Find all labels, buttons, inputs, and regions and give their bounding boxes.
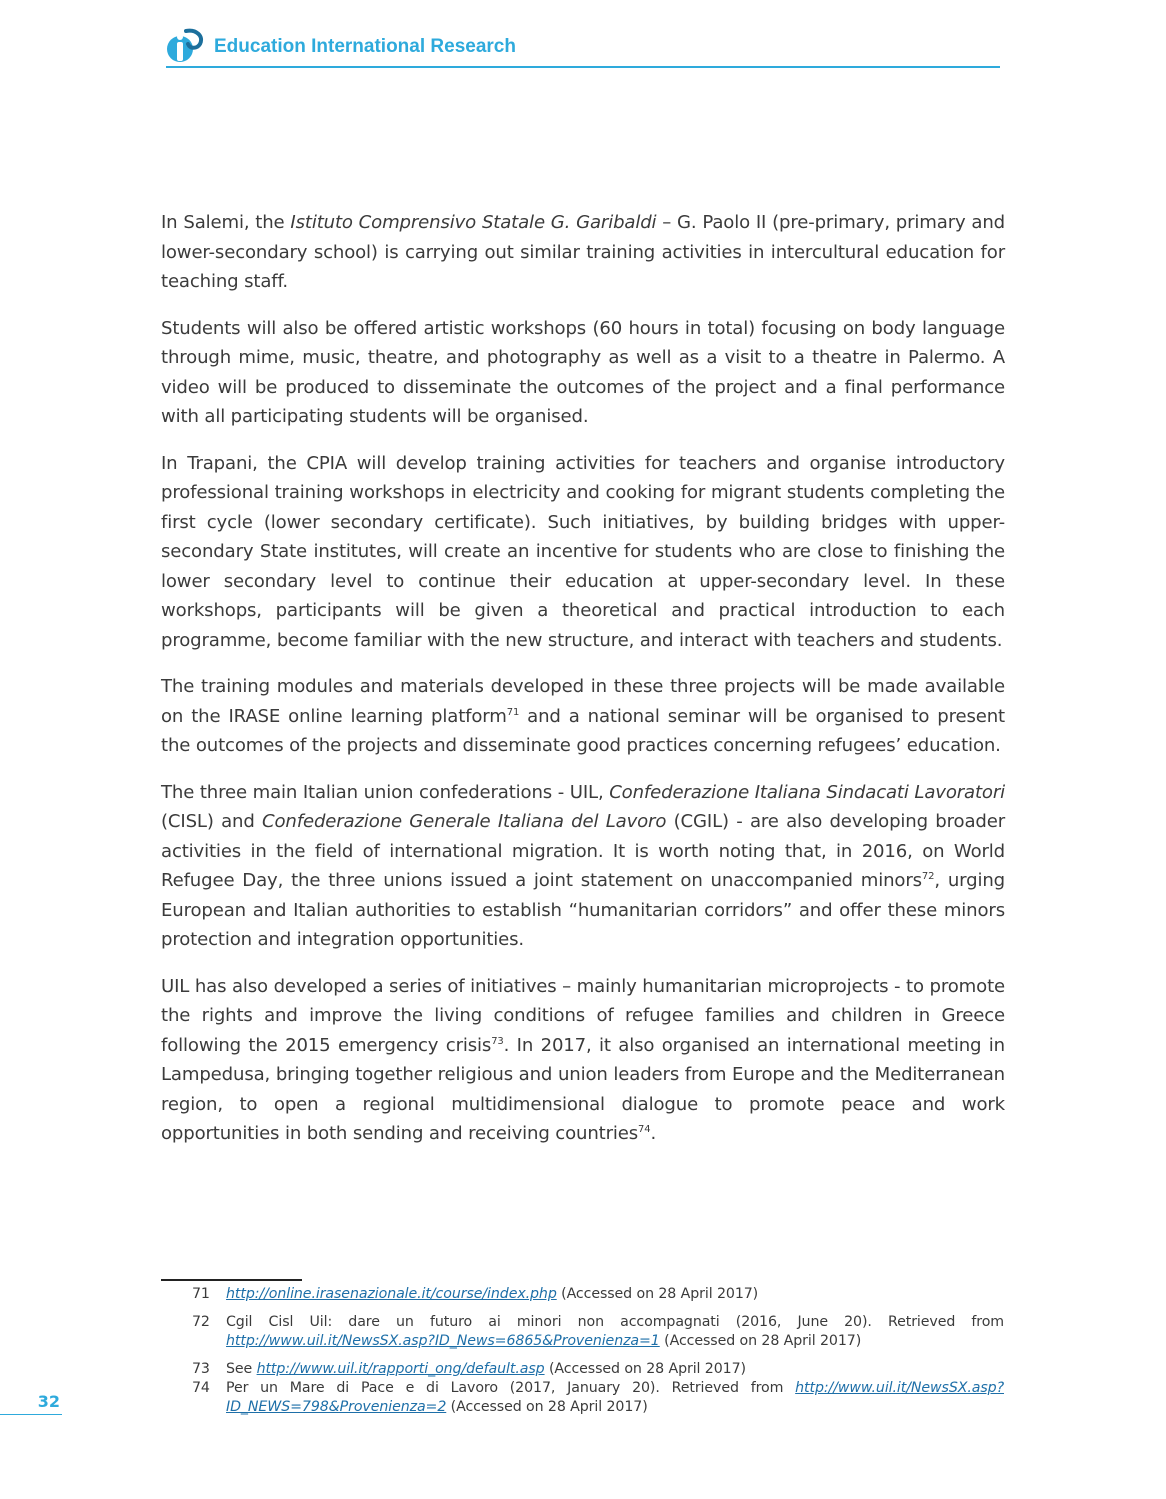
footnote-ref-72[interactable]: 72: [921, 871, 935, 882]
paragraph-salemi: In Salemi, the Istituto Comprensivo Statale G. Garibaldi – G. Paolo II (pre-primary, primary and lower-secondary school) is carrying out similar training activities in intercultural education for teaching staff.: [161, 212, 1005, 292]
main-text: [161, 208, 1005, 1166]
footnote-ref-73[interactable]: 73: [491, 1035, 504, 1047]
ei-logo-icon: [166, 28, 206, 64]
footnote-73-link[interactable]: http://www.uil.it/rapporti_ong/default.asp: [256, 1361, 545, 1377]
paragraph-irase: The training modules and materials developed in these three projects will be made available on the IRASE online learning platform$^{71}$ and a national seminar will be organised to present the outcomes of the projects and disseminate good practices concerning refugees’ education.: [161, 676, 1006, 756]
page-number: 32: [37, 1392, 60, 1411]
footnotes: [192, 1285, 1004, 1417]
footnote-ref-71[interactable]: 71: [506, 706, 520, 718]
footnote-73: 73 See http://www.uil.it/rapporti_ong/default.asp (Accessed on 28 April 2017): [192, 1361, 746, 1377]
page-number-rule: [0, 1414, 62, 1415]
footnote-72: 72 Cgil Cisl Uil: dare un futuro ai minori non accompagnati (2016, June 20). Retrieved from http://www.uil.it/NewsSX.asp?ID_News=6865&Provenienza=1 (Accessed on 28 April 2017): [192, 1314, 1004, 1349]
header-divider: [166, 66, 1000, 68]
paragraph-confederations: The three main Italian union confederations - UIL, Confederazione Italiana Sindacati Lavoratori (CISL) and Confederazione Generale Italiana del Lavoro (CGIL) - are also developing broader activities in the field of international migration. It is worth noting that, in 2016, on World Refugee Day, the three unions issued a joint statement on unaccompanied minors$^{72}$, urging European and Italian authorities to establish “humanitarian corridors” and offer these minors protection and integration opportunities.: [161, 781, 1005, 950]
footnote-71: 71 http://online.irasenazionale.it/course/index.php (Accessed on 28 April 2017): [192, 1286, 759, 1302]
footnote-71-link[interactable]: http://online.irasenazionale.it/course/index.php: [226, 1286, 557, 1302]
footnote-74-link[interactable]: http://www.uil.it/NewsSX.asp?ID_NEWS=798&Provenienza=2: [226, 1380, 1004, 1415]
page-header: [166, 24, 1000, 68]
footnote-74: 74 Per un Mare di Pace e di Lavoro (2017, January 20). Retrieved from http://www.uil.it/NewsSX.asp?ID_NEWS=798&Provenienza=2 (Accessed on 28 April 2017): [192, 1380, 1004, 1415]
footnote-separator: [161, 1279, 302, 1281]
paragraph-trapani: In Trapani, the CPIA will develop training activities for teachers and organise introductory professional training workshops in electricity and cooking for migrant students completing the first cycle (lower secondary certificate). Such initiatives, by building bridges with upper-secondary State institutes, will create an incentive for students who are close to finishing the lower secondary level to continue their education at upper-secondary level. In these workshops, participants will be given a theoretical and practical introduction to each programme, become familiar with the new structure, and interact with teachers and students.: [161, 452, 1005, 651]
paragraph-uil: UIL has also developed a series of initiatives – mainly humanitarian microprojects - to promote the rights and improve the living conditions of refugee families and children in Greece following the 2015 emergency crisis$^{73}$. In 2017, it also organised an international meeting in Lampedusa, bringing together religious and union leaders from Europe and the Mediterranean region, to open a regional multidimensional dialogue to promote peace and work opportunities in both sending and receiving countries$^{74}$.: [161, 975, 1005, 1144]
paragraph-workshops: Students will also be offered artistic workshops (60 hours in total) focusing on body language through mime, music, theatre, and photography as well as a visit to a theatre in Palermo. A video will be produced to disseminate the outcomes of the project and a final performance with all participating students will be organised.: [161, 317, 1005, 427]
header-title: Education International Research: [214, 36, 516, 57]
footnote-ref-74[interactable]: 74: [638, 1124, 651, 1135]
footnote-72-link[interactable]: http://www.uil.it/NewsSX.asp?ID_News=6865&Provenienza=1: [226, 1333, 660, 1349]
